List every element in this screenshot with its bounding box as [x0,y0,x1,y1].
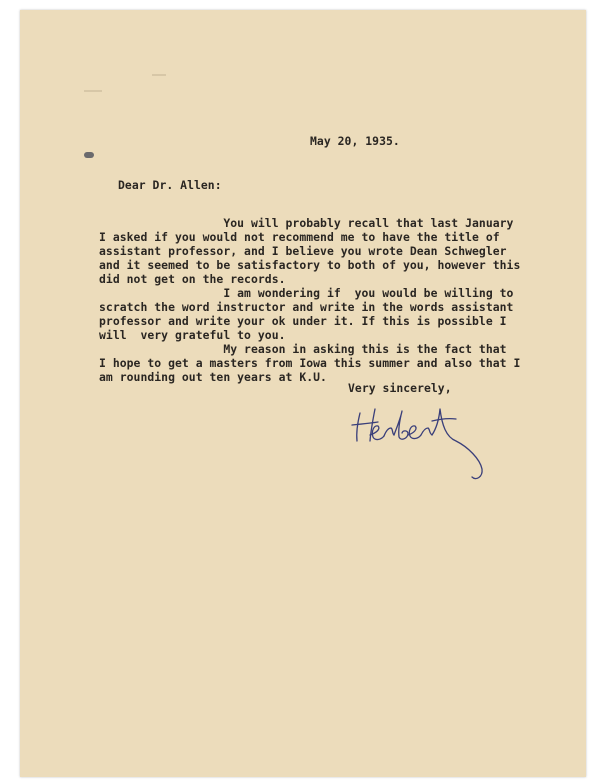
body-line: I asked if you would not recommend me to have the title of [99,230,500,244]
body-line: am rounding out ten years at K.U. [99,370,327,384]
letter-closing: Very sincerely, [348,381,452,395]
paper-mark [152,74,166,76]
body-line: and it seemed to be satisfactory to both of you, however this [99,258,521,272]
letter-page [20,10,586,777]
body-line: professor and write your ok under it. If this is possible I [99,314,507,328]
paper-mark [84,90,102,92]
letter-salutation: Dear Dr. Allen: [118,178,222,192]
body-line: I hope to get a masters from Iowa this summer and also that I [99,356,521,370]
body-line: scratch the word instructor and write in the words assistant [99,300,514,314]
letter-date: May 20, 1935. [310,134,400,148]
ink-smudge [84,152,94,158]
body-line: You will probably recall that last January [99,216,514,230]
body-line: assistant professor, and I believe you wrote Dean Schwegler [99,244,507,258]
body-line: did not get on the records. [99,272,286,286]
body-line: I am wondering if you would be willing to [99,286,514,300]
body-line: will very grateful to you. [99,328,286,342]
handwritten-signature [348,395,498,490]
body-line: My reason in asking this is the fact that [99,342,507,356]
